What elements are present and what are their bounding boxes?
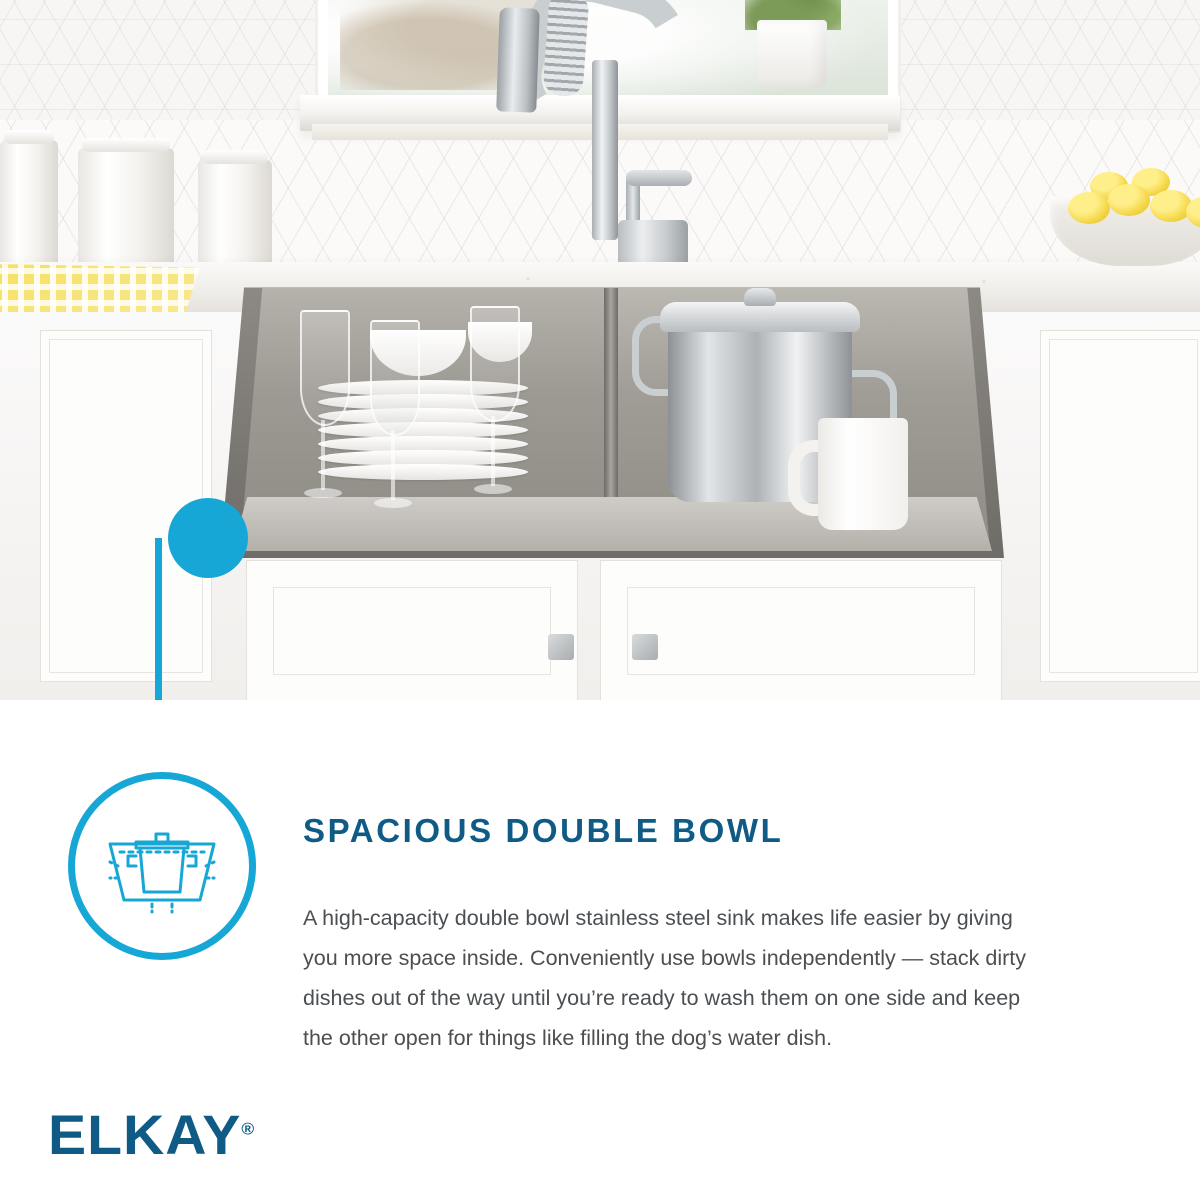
faucet-base: [618, 220, 688, 268]
wine-glass-stem: [321, 420, 325, 490]
lemon: [1150, 190, 1192, 222]
wine-glass-foot: [304, 488, 342, 498]
canister-medium: [198, 160, 272, 270]
stock-pot-lid: [660, 302, 860, 332]
wine-glass-foot: [374, 498, 412, 508]
elkay-logo: [48, 1102, 254, 1167]
wine-glass-stem: [491, 416, 495, 486]
lemon: [1068, 192, 1110, 224]
wine-glass: [300, 310, 346, 510]
cabinet-knob: [632, 634, 658, 660]
cabinet-door-right: [600, 560, 1002, 700]
callout-dot: [168, 498, 248, 578]
registered-trademark-symbol: ®: [241, 1119, 255, 1139]
canister-lid: [202, 150, 268, 164]
stock-pot-lid-knob: [744, 288, 776, 306]
canister-small: [0, 140, 58, 270]
white-mug: [818, 418, 908, 530]
plant-pot: [757, 20, 827, 88]
wine-glass: [370, 320, 416, 520]
wine-glass-bowl: [370, 320, 420, 436]
wine-glass-foot: [474, 484, 512, 494]
canister-lid: [4, 130, 54, 144]
faucet-handle: [626, 170, 692, 186]
wine-glass: [470, 306, 516, 506]
feature-headline: SPACIOUS DOUBLE BOWL: [303, 812, 784, 849]
faucet-spray-head: [496, 7, 540, 112]
wine-glass-bowl: [300, 310, 350, 426]
cabinet-panel-right: [1040, 330, 1200, 682]
wine-glass-bowl: [470, 306, 520, 422]
canister-lid: [82, 138, 170, 152]
cabinet-knob: [548, 634, 574, 660]
cabinet-door-left: [246, 560, 578, 700]
feature-body-text: A high-capacity double bowl stainless steel sink makes life easier by giving you more space inside. Conveniently use bowls independently — stack dirty dishes out of the way until you’re ready to wash them on one side and keep the other open for things like filling the dog’s water dish.: [303, 906, 1027, 1050]
stock-pot-in-sink-icon: [96, 800, 228, 932]
canister-large: [78, 148, 174, 270]
wine-glass-stem: [391, 430, 395, 500]
faucet-spring-coil: [542, 0, 589, 97]
lemon: [1108, 184, 1150, 216]
faucet-column: [592, 60, 618, 240]
elkay-logo-wordmark: ELKAY: [47, 1103, 242, 1166]
